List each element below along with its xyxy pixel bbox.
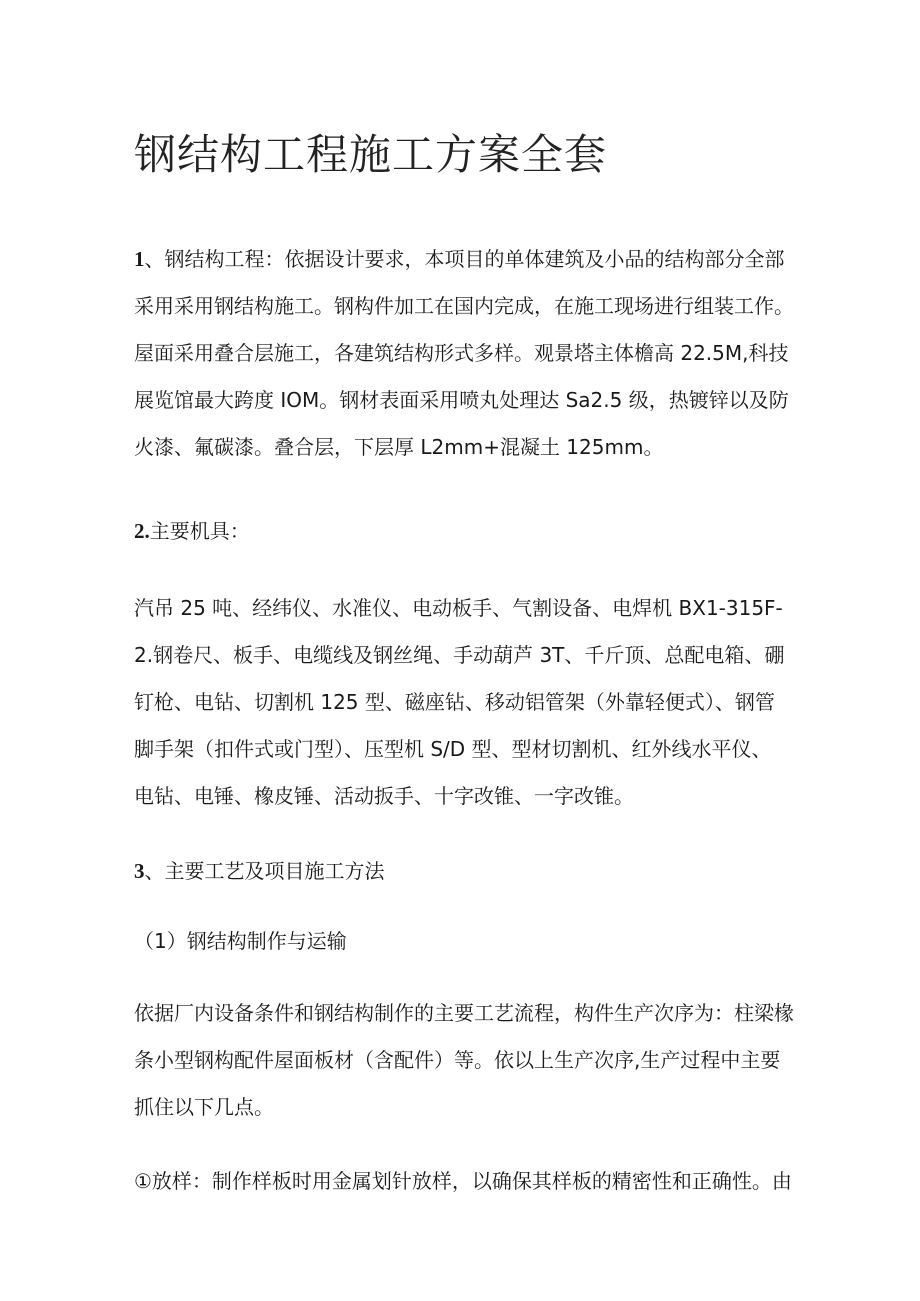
paragraph-line: 展览馆最大跨度 IOM。钢材表面采用喷丸处理达 Sa2.5 级，热镀锌以及防 xyxy=(134,388,789,412)
section-number: 1 xyxy=(134,247,145,271)
paragraph-line: 汽吊 25 吨、经纬仪、水准仪、电动板手、气割设备、电焊机 BX1-315F- xyxy=(134,596,783,620)
subsection-1-heading: （1）钢结构制作与运输 xyxy=(134,929,347,953)
section-2-heading: 2.主要机具： xyxy=(134,519,250,543)
paragraph-line: 火漆、氟碳漆。叠合层，下层厚 L2mm+混凝土 125mm。 xyxy=(134,435,664,459)
section-3-heading: 3、主要工艺及项目施工方法 xyxy=(134,859,385,883)
process-paragraph xyxy=(134,990,794,1131)
paragraph-line: 依据厂内设备条件和钢结构制作的主要工艺流程，构件生产次序为：柱梁椽 xyxy=(134,1001,794,1025)
paragraph-line: 脚手架（扣件式或门型）、压型机 S/D 型、型材切割机、红外线水平仪、 xyxy=(134,737,772,761)
equipment-list-paragraph xyxy=(134,585,794,820)
paragraph-line: 2.钢卷尺、板手、电缆线及钢丝绳、手动葫芦 3T、千斤顶、总配电箱、硼 xyxy=(134,643,785,667)
paragraph-line: 抓住以下几点。 xyxy=(134,1095,274,1119)
paragraph-line: 条小型钢构配件屋面板材（含配件）等。依以上生产次序,生产过程中主要 xyxy=(134,1048,781,1072)
section-number: 2. xyxy=(134,519,150,543)
paragraph-line: 屋面采用叠合层施工，各建筑结构形式多样。观景塔主体檐高 22.5M,科技 xyxy=(134,341,789,365)
paragraph-line: 1、钢结构工程：依据设计要求，本项目的单体建筑及小品的结构部分全部 xyxy=(134,247,785,271)
section-number: 3 xyxy=(134,859,145,883)
paragraph-line: 采用采用钢结构施工。钢构件加工在国内完成，在施工现场进行组装工作。 xyxy=(134,294,794,318)
layout-paragraph xyxy=(134,1158,794,1205)
paragraph-line: ①放样：制作样板时用金属划针放样，以确保其样板的精密性和正确性。由 xyxy=(134,1169,792,1193)
section-1-paragraph xyxy=(134,236,794,471)
paragraph-line: 电钻、电锤、橡皮锤、活动扳手、十字改锥、一字改锥。 xyxy=(134,784,634,808)
document-title: 钢结构工程施工方案全套 xyxy=(134,130,608,179)
paragraph-line: 钉枪、电钻、切割机 125 型、磁座钻、移动铝管架（外靠轻便式）、钢管 xyxy=(134,690,775,714)
